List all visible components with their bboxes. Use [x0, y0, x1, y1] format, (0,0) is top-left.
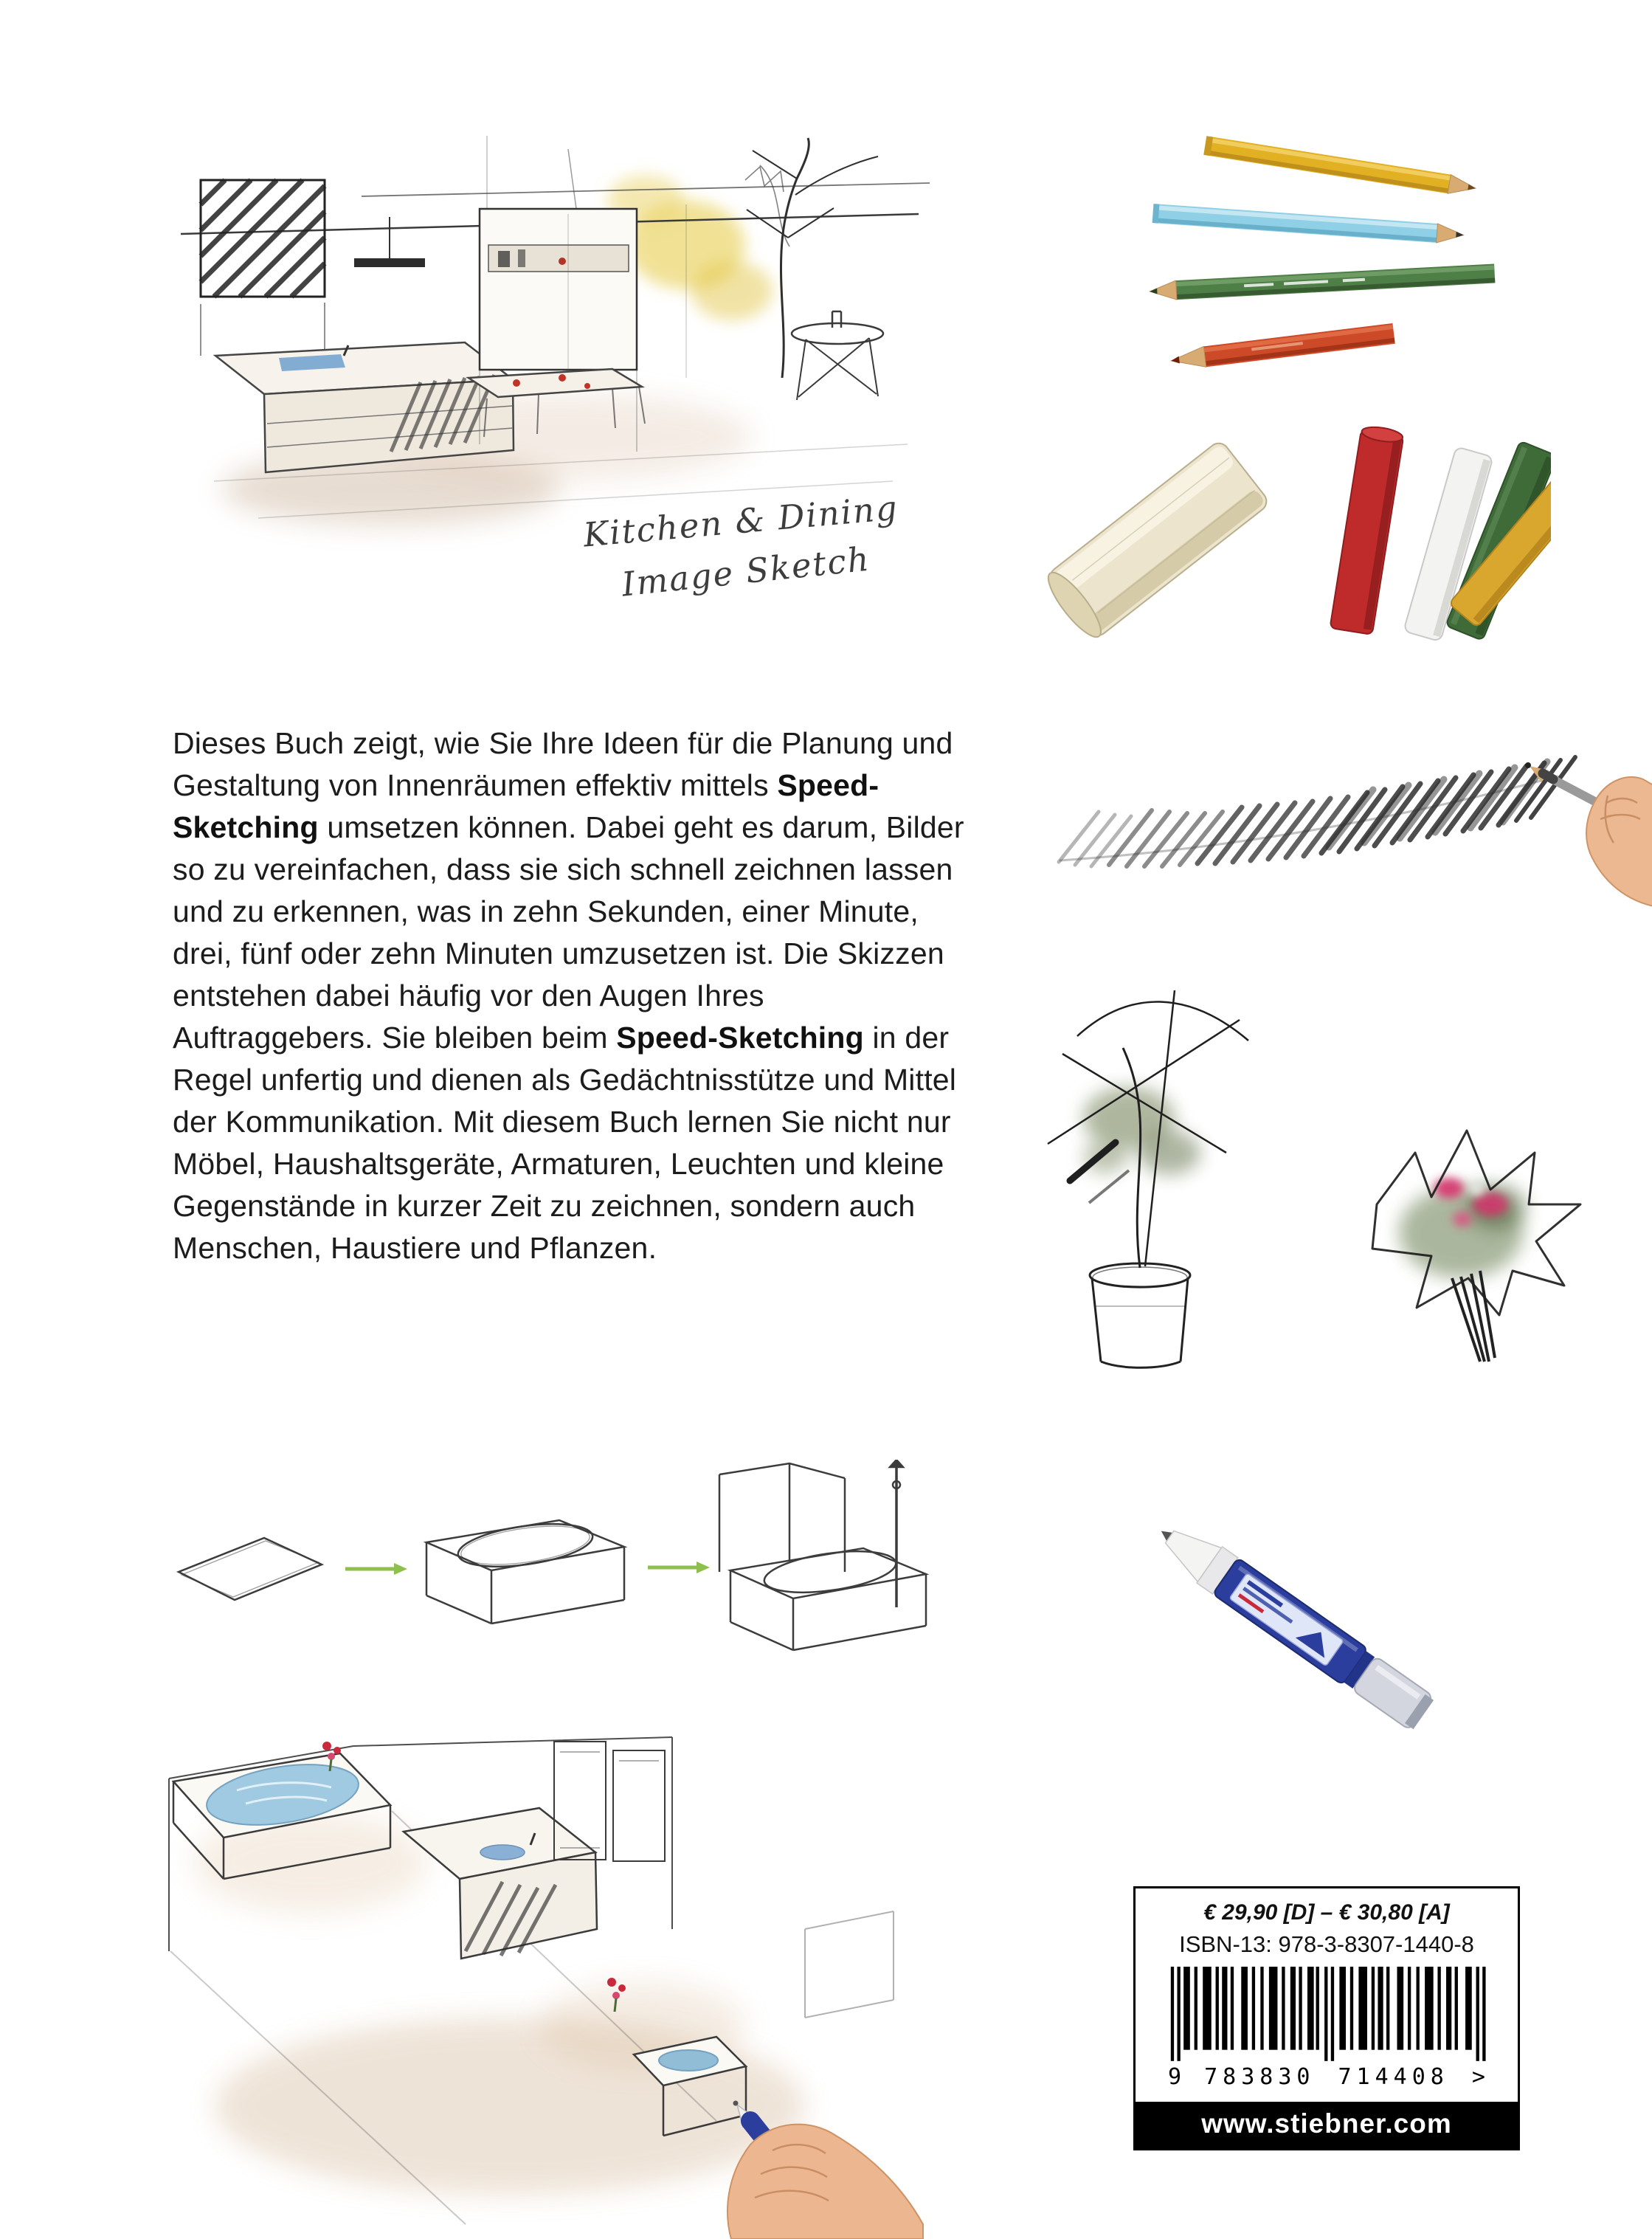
- step-1-plan-rectangle: [179, 1538, 322, 1600]
- side-table: [792, 311, 883, 400]
- barcode-group-2: 714408: [1338, 2064, 1449, 2090]
- pencil-hatching-svg: [1048, 708, 1652, 922]
- barcode-suffix: >: [1471, 2064, 1485, 2090]
- blue-pen: [1149, 1513, 1437, 1733]
- bathtub-steps-svg: [170, 1460, 937, 1681]
- sketch-caption-line2: Image Sketch: [620, 539, 872, 604]
- kitchen-island: [215, 342, 514, 472]
- flower-bouquet-sketch: [1372, 1131, 1580, 1362]
- yellow-pencil: [1203, 136, 1476, 198]
- text-segment: umsetzen können. Dabei geht es darum, Bilder so zu vereinfachen, dass sie sich schnell zeichnen lassen und zu erkennen, was in zehn Sekunden, einer Minute, drei, fünf oder zehn Minuten umzusetzen ist. Die Skizzen entstehen dabei häufig vor den Augen Ihres Auftraggebers. Sie bleiben beim: [173, 810, 964, 1055]
- plant-sketches-illustration: [1018, 959, 1605, 1380]
- cream-paper-roll: [1040, 439, 1271, 644]
- light-blue-pencil: [1152, 204, 1465, 244]
- arrow-1: [345, 1563, 407, 1575]
- colored-pencils-illustration: [1133, 128, 1502, 397]
- speed-sketching-term: Speed-Sketching: [173, 768, 879, 844]
- kitchen-sketch-illustration: [170, 134, 937, 630]
- hand-with-pen: [727, 2101, 923, 2239]
- pastel-sticks-illustration: [1034, 411, 1551, 659]
- red-pastel: [1330, 424, 1404, 635]
- step-3-bathtub-with-screen: [719, 1460, 926, 1650]
- price-text: € 29,90 [D] – € 30,80 [A]: [1203, 1900, 1450, 1925]
- pencil-in-hand: [1525, 762, 1600, 804]
- price-isbn-box: [1133, 1886, 1520, 2150]
- hatching-strokes: [1059, 757, 1575, 866]
- pastel-sticks-svg: [1034, 411, 1551, 659]
- colored-pencils-svg: [1133, 128, 1502, 397]
- barcode-left-digit: 9: [1168, 2064, 1182, 2090]
- pen-product-svg: [1133, 1502, 1502, 1743]
- barcode-group-1: 783830: [1204, 2064, 1316, 2090]
- text-segment: in der Regel unfertig und dienen als Gedächtnisstütze und Mittel der Kommunikation. Mit diesem Buch lernen Sie nicht nur Möbel, Haushaltsgeräte, Armaturen, Leuchten und kleine Gegenstände in kurzer Zeit zu zeichnen, sondern auch Menschen, Haustiere und Pflanzen.: [173, 1021, 957, 1265]
- green-pencil: [1150, 264, 1496, 301]
- step-2-bathtub-block: [426, 1517, 624, 1624]
- publisher-website: www.stiebner.com: [1136, 2102, 1518, 2148]
- potted-plant-sketch: [1048, 990, 1248, 1367]
- drawing-hand: [1586, 777, 1652, 906]
- barcode-digits-row: [1167, 2063, 1487, 2096]
- plant-pot: [1090, 1263, 1190, 1367]
- bathroom-sketch-illustration: [156, 1708, 949, 2239]
- sketch-caption-line1: Kitchen & Dining: [581, 488, 900, 555]
- red-pencil: [1170, 323, 1395, 371]
- plant-sketches-svg: [1018, 959, 1605, 1380]
- barcode-bars: [1167, 1967, 1487, 2063]
- mirror-panels: [554, 1742, 894, 2018]
- bathroom-sketch-svg: [156, 1708, 949, 2239]
- barcode: [1147, 1967, 1506, 2096]
- description-paragraph: [173, 722, 970, 1269]
- window-blind-hatch: [201, 180, 325, 356]
- pencil-hatching-illustration: [1048, 708, 1652, 922]
- pendant-lamp: [354, 217, 425, 267]
- isbn-text: ISBN-13: 978-3-8307-1440-8: [1179, 1931, 1474, 1957]
- pen-product-illustration: [1133, 1502, 1502, 1743]
- text-segment: Dieses Buch zeigt, wie Sie Ihre Ideen für die Planung und Gestaltung von Innenräumen effektiv mittels: [173, 726, 953, 802]
- arrow-2: [648, 1562, 710, 1573]
- vanity-island: [404, 1808, 626, 2012]
- bathtub-steps-illustration: [170, 1460, 937, 1681]
- speed-sketching-term: Speed-Sketching: [616, 1021, 864, 1055]
